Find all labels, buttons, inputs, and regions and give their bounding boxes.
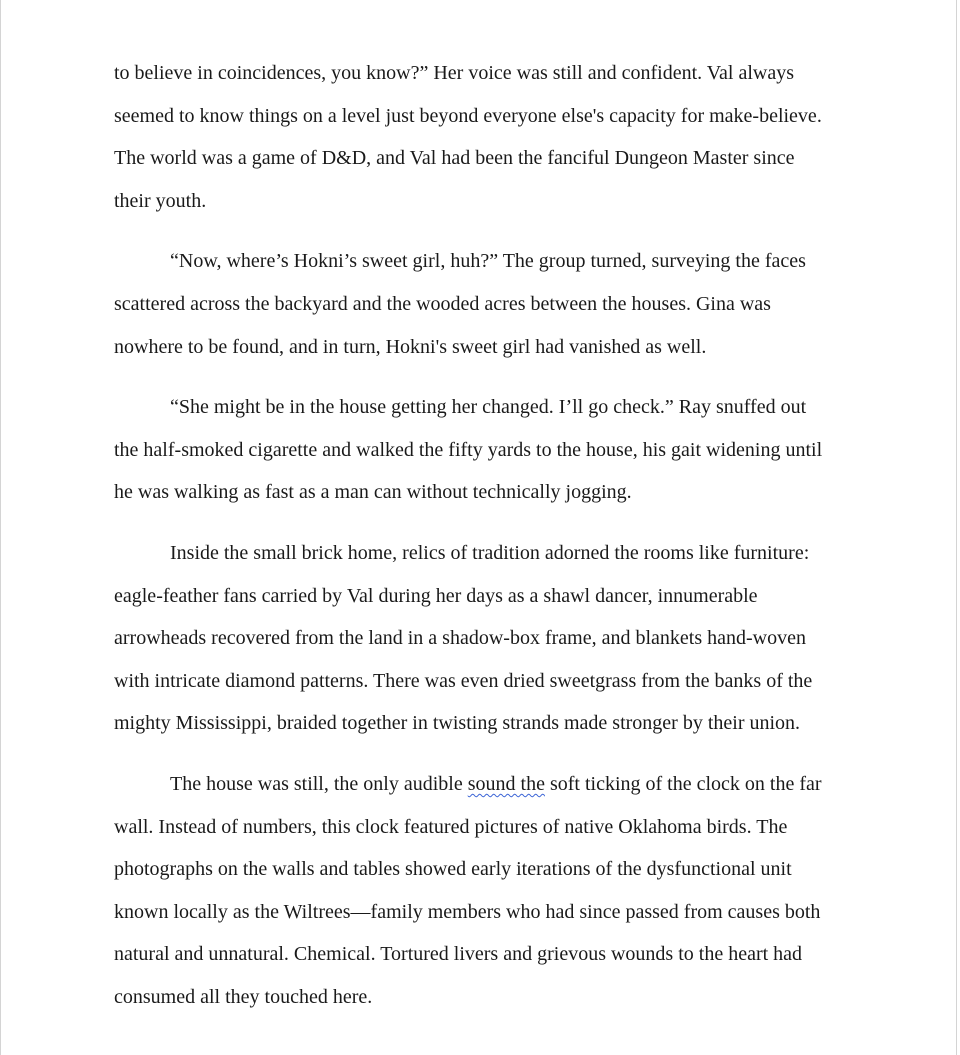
text-line: photographs on the walls and tables showed early iterations of the dysfunctional unit [114,858,792,881]
text-line: wall. Instead of numbers, this clock featured pictures of native Oklahoma birds. The [114,815,788,838]
text-line: consumed all they touched here. [114,985,373,1008]
text-line: Inside the small brick home, relics of tradition adorned the rooms like furniture: [170,541,810,564]
text-line: The world was a game of D&D, and Val had been the fanciful Dungeon Master since [114,147,795,170]
paragraph-1 [114,52,846,222]
text-line: seemed to know things on a level just beyond everyone else's capacity for make-believe. [114,104,822,127]
text-line: the half-smoked cigarette and walked the fifty yards to the house, his gait widening until [114,438,823,461]
text-line: to believe in coincidences, you know?” Her voice was still and confident. Val always [114,62,794,84]
text-line: he was walking as fast as a man can without technically jogging. [114,481,632,504]
paragraph-5 [114,763,846,1019]
text-line [114,763,846,806]
paragraph-2 [114,240,846,368]
paragraph-3 [114,386,846,514]
text-segment: The house was still, the only audible [170,772,468,795]
text-line: their youth. [114,189,207,212]
text-line: scattered across the backyard and the wooded acres between the houses. Gina was [114,292,771,315]
text-line: mighty Mississippi, braided together in twisting strands made stronger by their union. [114,712,801,735]
text-line: “She might be in the house getting her changed. I’ll go check.” Ray snuffed out [170,396,807,419]
grammar-flag[interactable]: sound the [467,772,545,795]
text-line: natural and unnatural. Chemical. Tortured livers and grievous wounds to the heart had [114,943,803,966]
text-line: nowhere to be found, and in turn, Hokni's sweet girl had vanished as well. [114,335,707,358]
text-line: known locally as the Wiltrees—family members who had since passed from causes both [114,900,821,923]
text-line: arrowheads recovered from the land in a shadow-box frame, and blankets hand-woven [114,627,806,650]
text-line: eagle-feather fans carried by Val during her days as a shawl dancer, innumerable [114,584,758,607]
document-body[interactable] [114,52,846,1036]
text-line: “Now, where’s Hokni’s sweet girl, huh?” The group turned, surveying the faces [170,250,806,273]
text-line: with intricate diamond patterns. There was even dried sweetgrass from the banks of the [114,669,813,692]
paragraph-4 [114,532,846,745]
text-segment: soft ticking of the clock on the far [544,772,822,795]
